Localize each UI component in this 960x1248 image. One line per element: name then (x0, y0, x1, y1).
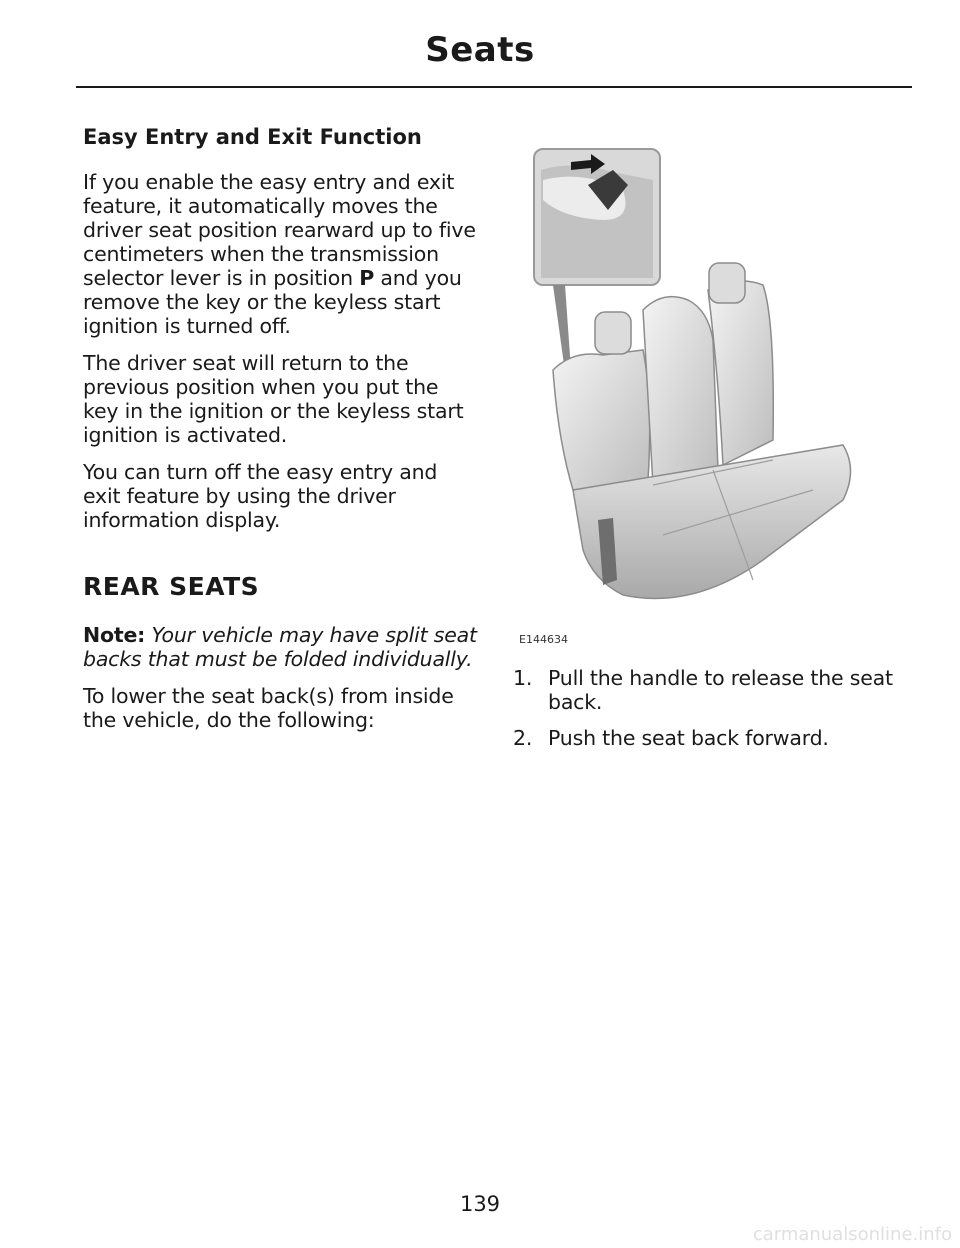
header-divider (76, 86, 912, 88)
note-label: Note: (83, 623, 146, 647)
right-seat-back (708, 281, 773, 465)
note-text: Your vehicle may have split seat backs that must be folded individually. (83, 623, 477, 671)
easy-entry-paragraph-2: The driver seat will return to the previous position when you put the key in the ignition or the keyless start ignition is activated. (83, 351, 464, 447)
list-item (513, 666, 913, 714)
step-number: 2. (513, 726, 533, 750)
step-number: 1. (513, 666, 533, 690)
rear-seats-intro: To lower the seat back(s) from inside the vehicle, do the following: (83, 684, 454, 732)
watermark: carmanualsonline.info (752, 1224, 952, 1245)
steps-list (513, 666, 913, 762)
page-number: 139 (459, 1192, 501, 1216)
left-seat-back (553, 350, 650, 490)
step-text: Push the seat back forward. (548, 726, 829, 750)
rear-seat-drawing (513, 140, 873, 650)
p1-text-end: and you remove the key or the keyless start ignition is turned off. (83, 266, 462, 338)
p1-text-start: If you enable the easy entry and exit feature, it automatically moves the driver seat position rearward up to five centimeters when the transmission selector lever is in position (83, 170, 476, 290)
figure-code: E144634 (519, 633, 568, 646)
rear-seat-illustration (513, 140, 873, 650)
easy-entry-paragraph-1 (83, 170, 478, 338)
rear-seats-heading: REAR SEATS (83, 572, 260, 601)
easy-entry-paragraph-3: You can turn off the easy entry and exit feature by using the driver information display. (83, 460, 438, 532)
step-text: Pull the handle to release the seat back. (548, 666, 893, 714)
rear-seats-note (83, 623, 478, 671)
list-item (513, 726, 913, 750)
left-headrest (595, 312, 631, 354)
page-title: Seats (425, 30, 535, 70)
center-seat-back (643, 297, 718, 485)
park-position-label: P (359, 266, 375, 290)
right-headrest (709, 263, 745, 303)
left-column (83, 122, 478, 745)
easy-entry-heading: Easy Entry and Exit Function (83, 125, 422, 149)
